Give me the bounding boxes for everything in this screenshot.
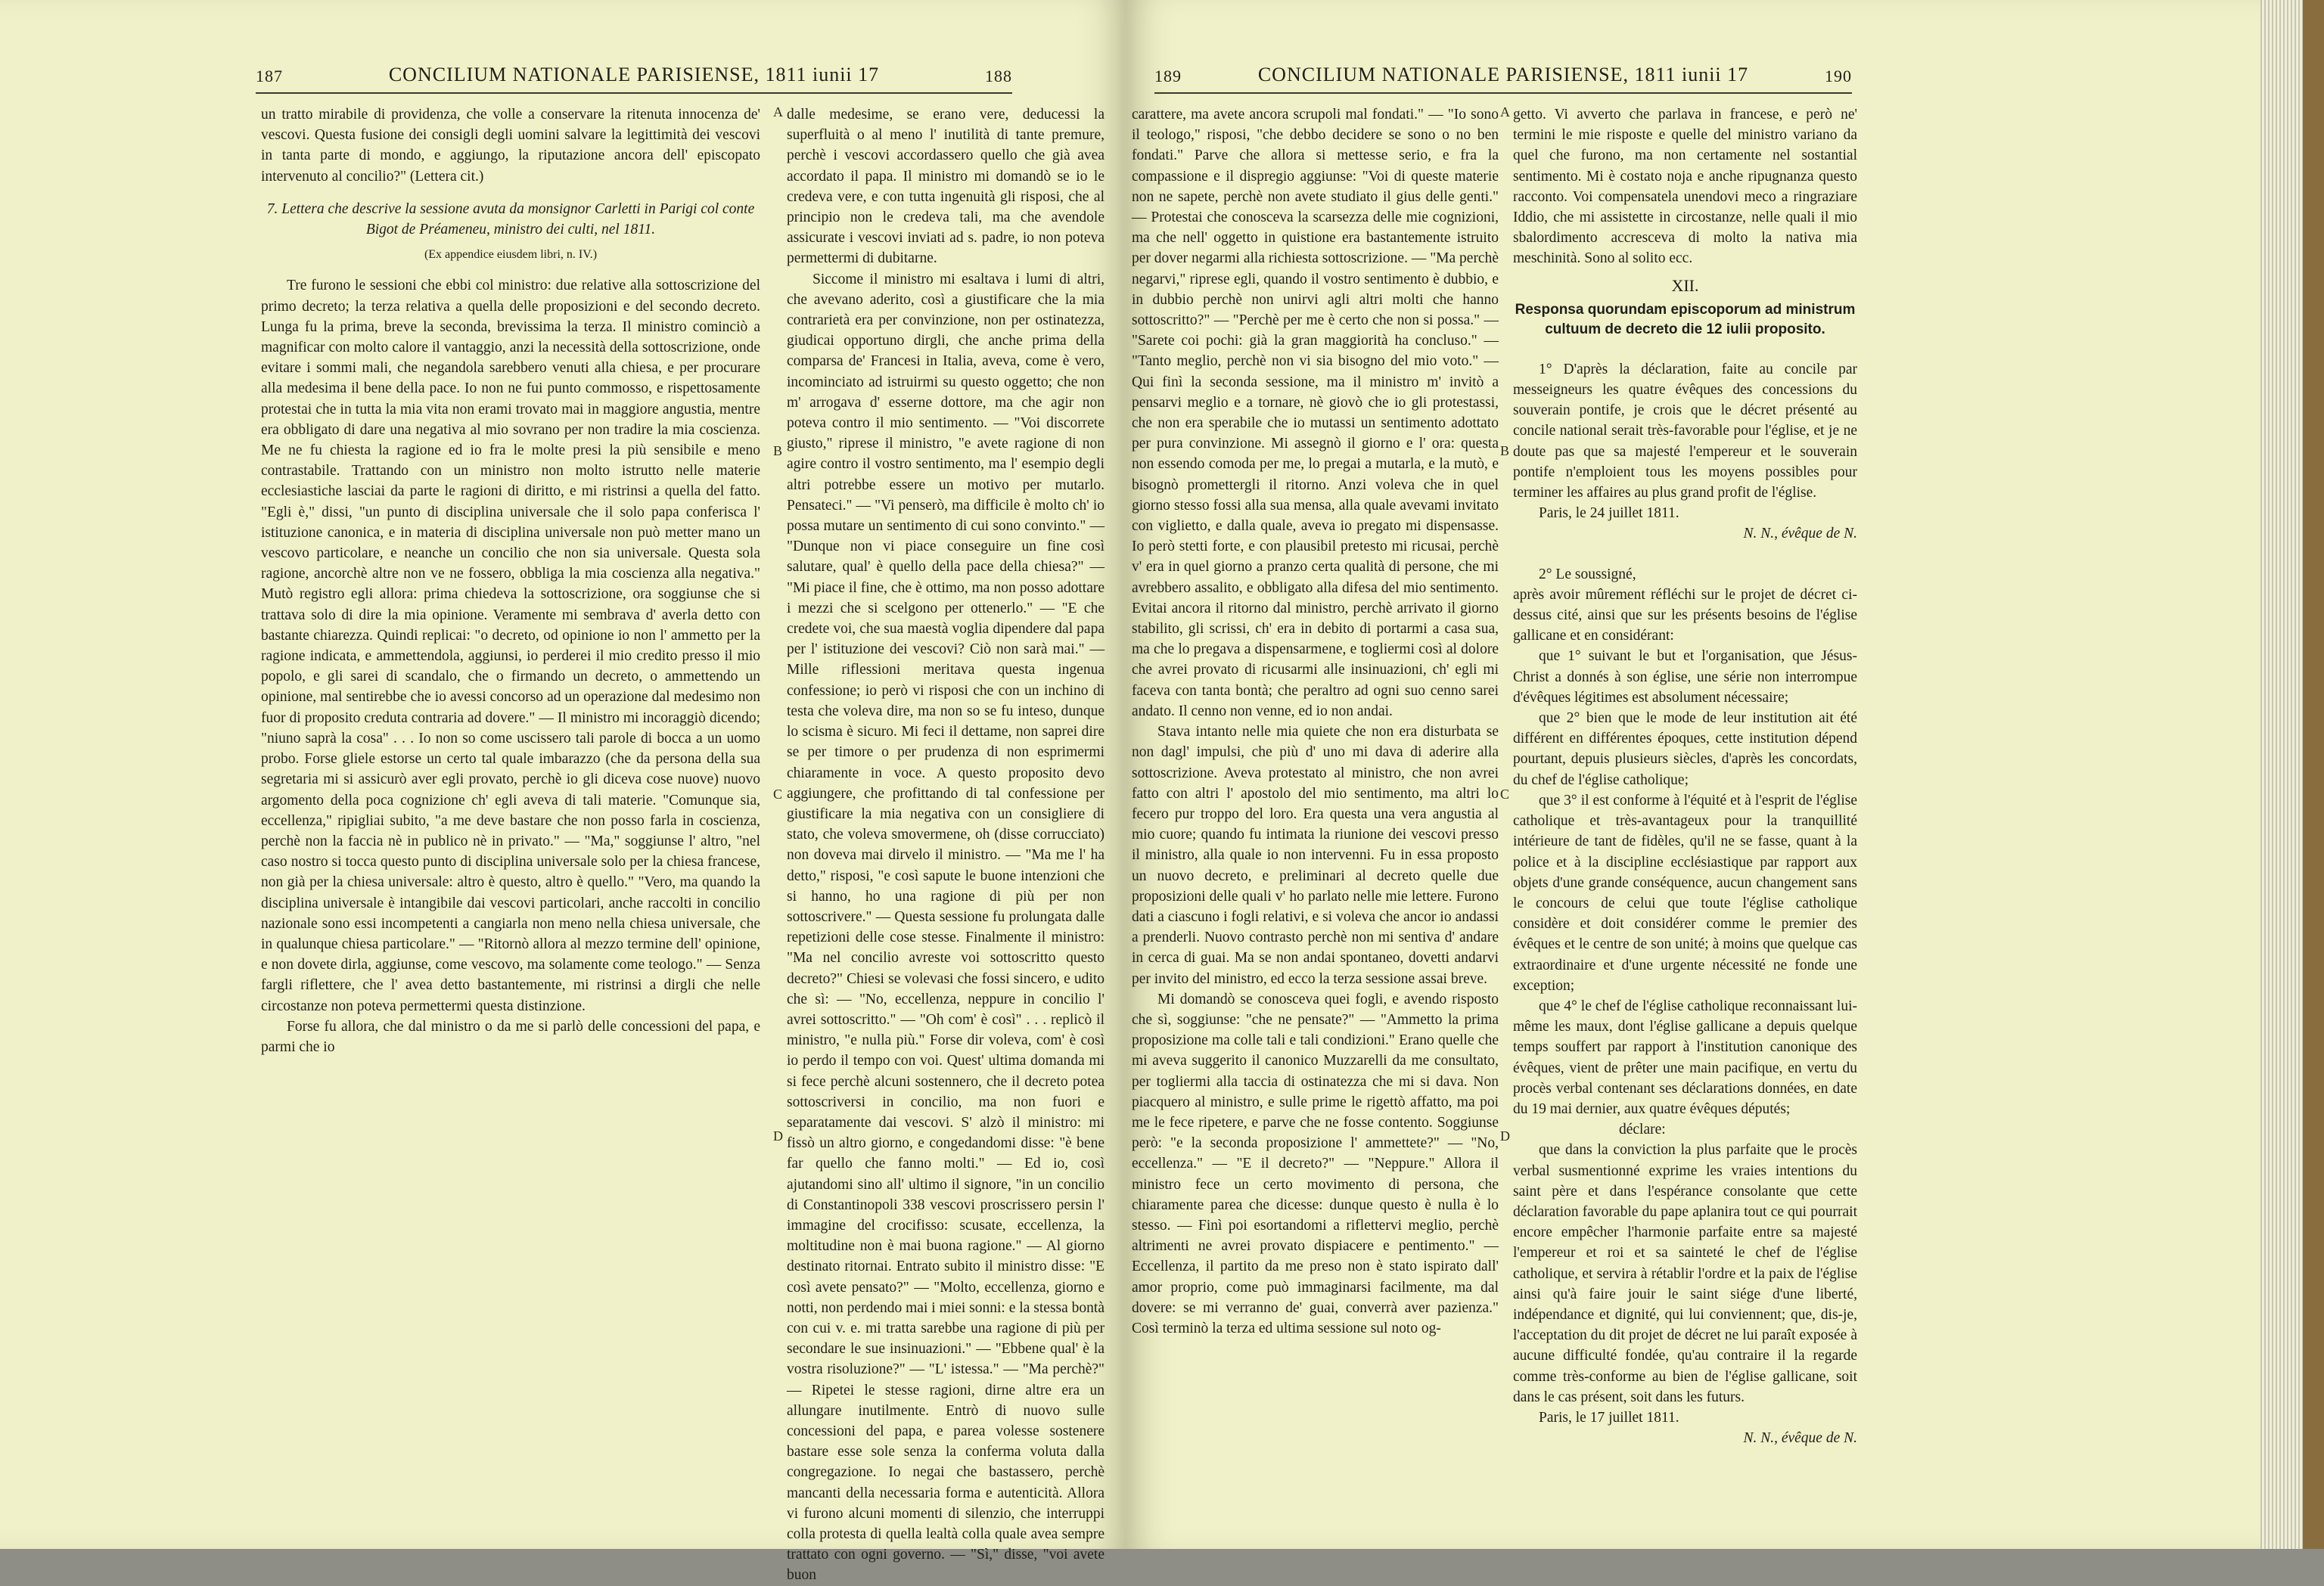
signature: N. N., évêque de N. — [1743, 1430, 1857, 1447]
response-paragraph: que 1° suivant le but et l'organisation, que Jésus-Christ a donnés à son église, une série non interrompue d'évêques légitimes est absolument nécessaire; — [1513, 648, 1857, 706]
date-line: Paris, le 17 juillet 1811. — [1539, 1409, 1679, 1426]
paragraph: getto. Vi avverto che parlava in francese, e però ne' termini le mie risposte e quelle del ministro variano da quel che furono, ma non certamente nel sostantial sentimento. Mi è costato noja e anche ripugnanza questo racconto. Voi compensatela unendovi meco a ringraziare Iddio, che mi assistette in circostanze, nelle quali il mio sbalordimento accresceva di molto la nativa mia meschinità. Sono al solito ecc. — [1513, 107, 1857, 267]
page-edges — [2260, 0, 2324, 1549]
header-rule — [1154, 92, 1852, 94]
margin-letter-c: C — [773, 787, 783, 802]
response-paragraph: que dans la conviction la plus parfaite que le procès verbal susmentionné exprime les vraies intentions du saint père et dans l'espérance consolante que cette déclaration favorable du pape aplanira tout ce qui pourrait encore empêcher l'harmonie parfaite entre sa majesté l'empereur et roi et sa sainteté le chef de l'église catholique, et servira à rétablir l'ordre et la paix de l'église ainsi qu'à faire jouir le saint siége d'une liberté, indépendance et dignité, qui lui conviennent; que, dis-je, l'acceptation du dit projet de décret ne lui paraît exposée à aucune difficulté fondée, qu'au contraire il la regarde comme très-conforme au bien de l'église gallicane, soit dans le cas présent, soit dans les futurs. — [1513, 1142, 1857, 1405]
response-paragraph: 1° D'après la déclaration, faite au concile par messeigneurs les quatre évêques des concessions du souverain pontife, je crois que le décret présenté au concile national serait très-favorable pour l'église, et je ne doute pas que sa majesté l'empereur et le souverain pontife n'emploient tous les moyens possibles pour terminer les affaires au plus grand profit de l'église. — [1513, 361, 1857, 501]
section-title: Responsa quorundam episcoporum ad ministrum cultuum de decreto die 12 iulii proposito. — [1515, 301, 1856, 337]
response-paragraph: 2° Le soussigné, — [1539, 566, 1636, 582]
paragraph: Tre furono le sessioni che ebbi col ministro: due relative alla sottoscrizione del primo decreto; la terza relativa a quella delle proposizioni e del secondo decreto. Lunga fu la prima, breve la seconda, brevissima la terza. Il ministro cominciò a magnificar con molto calore il vantaggio, anzi la necessità della sottoscrizione, onde evitare i sommi mali, che negandola sarebbero venuti alla chiesa, e per procurare alla medesima il bene della pace. Io non ne fui punto commosso, e rispettosamente protestai che in tutta la mia vita non erami trovato mai in maggiore angustia, mentre era obbligato di dare una negativa al mio sovrano per non tradire la mia coscienza. Me ne fu chiesta la ragione ed io fra le molte presi la più sensibile e meno contrastabile. Trattando con un ministro non molto istrutto nelle materie ecclesiastiche lasciai da parte le ragioni di diritto, e mi ristrinsi a quella del fatto. "Egli è," dissi, "un punto di disciplina universale che il solo papa conferisca l' istituzione canonica, e in materia di disciplina universale non può metter mano un vescovo particolare, e neanche un concilio che non sia universale. Questa sola ragione, ancorchè altre non ve ne fossero, obbliga la mia coscienza alla negativa." Mutò registro egli allora: prima chiedeva la sottoscrizione, ora soggiunse che si trattava solo di dire la mia opinione. Veramente mi sembrava d' averla detto con bastante chiarezza. Quindi replicai: "o decreto, od opinione io non l' ammetto per la ragione indicata, e ammettendola, aggiunsi, io perderei il mio credito presso il mio popolo, e gli sarei di scandalo, che o firmando un decreto, o ammettendo un opinione, mal sentirebbe che io avessi concorso ad un operazione dal medesimo non fuor di proposito creduta contraria ad dovere." — Il ministro mi incoraggiò dicendo; "niuno saprà la cosa" . . . Io non so come uscissero tali parole di bocca a un uomo probo. Forse gliele estorse un certo tal quale imbarazzo (che da persona della sua segretaria mi si assicurò aver egli provato, perchè io gli diceva cose nuove) nuovo argomento della poca cognizione ch' egli aveva di tali materie. "Comunque sia, eccellenza," ripigliai subito, "a me deve bastare che non posso farla in coscienza, perchè non la faccia nè in publico nè in privato." — "Ma," soggiunse l' altro, "nel caso nostro si tocca questo punto di disciplina universale solo per la chiesa francese, non già per la chiesa universale: altro è questo, altro è quello." "Vero, ma quando la disciplina universale è intangibile dai vescovi particolari, anche raccolti in concilio nazionale sono essi incompetenti a cangiarla non meno nella chiesa universale, che in qualunque chiesa particolare." — "Ritornò allora al mezzo termine dell' opinione, e non dovete dirla, aggiunse, come vescovo, ma solamente come teologo." — Senza fargli riflettere, che l' avea detto bastantemente, mi ristrinsi a dirgli che nelle circostanze non poteva permettermi questa distinzione. — [261, 278, 760, 1014]
paragraph: carattere, ma avete ancora scrupoli mal fondati." — "Io sono il teologo," risposi, "che debbo decidere se sono o no ben fondati." Parve che allora si mettesse serio, e fra la compassione e il dispregio aggiunse: "Voi di queste materie non ne sapete, perchè non avete studiato il gius delle genti." — Protestai che conosceva la scarsezza delle mie cognizioni, ma che nell' oggetto in quistione era bastantemente istruito per dover negarmi alla richiesta sottoscrizione. — "Ma perchè negarvi," riprese egli, quando il vostro sentimento è dubbio, e in dubbio perchè non unirvi agli altri molti che hanno sottoscritto?" — "Perchè per me è certo che non si possa." — "Sarete coi pochi: già la gran maggiorità ha concluso." — "Tanto meglio, perchè non vi sia bisogno del mio voto." — Qui finì la seconda sessione, ma il ministro m' invitò a pensarvi meglio e a tornare, nè giovò che io gli protestassi, che non era sperabile che io mutassi un sentimento adottato per pura convinzione. Mi assegnò il giorno e l' ora: questa non essendo comoda per me, lo pregai a mutarla, e la mutò, e bisognò promettergli il ritorno. Anzi voleva che in quel giorno stesso fossi alla sua mensa, alla quale avevami invitato con viglietto, e dalla quale, aveva io pregato mi dispensasse. Io però stetti forte, e con plausibil pretesto mi ricusai, perchè v' era in quel giorno a pranzo certa qualità di persone, che mi avrebbero assalito, e obbligato alla difesa del mio sentimento. Evitai ancora il ritorno dal ministro, perchè arrivato il giorno stabilito, gli scrissi, ch' era in debito di portarmi a casa sua, ma che lo pregava a dispensarmene, e togliermi così al dolore che avrei provato di ricusarmi alle insinuazioni, ch' egli mi faceva con tanta bontà; che peraltro ad ogni suo cenno sarei andato. Il cenno non venne, ed io non andai. — [1132, 107, 1499, 719]
paragraph: Forse fu allora, che dal ministro o da me si parlò delle concessioni del papa, e parmi che io — [261, 1018, 760, 1055]
left-page-column-1 — [261, 104, 760, 1057]
response-paragraph: que 2° bien que le mode de leur institution ait été différent en différentes époques, cette institution dépend pourtant, depuis plusieurs siècles, d'après les concordats, du chef de l'église catholique; — [1513, 710, 1857, 788]
section-number: XII. — [1671, 275, 1699, 295]
response-paragraph: que 3° il est conforme à l'équité et à l'esprit de l'église catholique et très-avantageux pour la tranquillité intérieure de tant de fidèles, qu'il ne se fasse, quant à la police et à la discipline ecclésiastique par rapport aux objets d'une grande conséquence, aucun changement sans le concours de celui que toute l'église catholique considère et doit considérer comme le premier des évêques et le centre de son unité; à moins que quelque cas extraordinaire et d'une urgente nécessité ne fonde une exception; — [1513, 792, 1857, 994]
page-number-188: 188 — [985, 67, 1012, 85]
right-page-column-2 — [1513, 104, 1857, 1448]
running-title: CONCILIUM NATIONALE PARISIENSE, 1811 iunii 17 — [388, 64, 880, 85]
paragraph: Siccome il ministro mi esaltava i lumi di altri, che avevano aderito, così a giustificare che la mia contrarietà era per convinzione, non per ostinatezza, giudicai opportuno dirgli, che anche prima della comparsa de' Francesi in Italia, aveva, come è vero, incominciato ad istruirmi su questo oggetto; che non m' arrogava d' esserne dottore, ma che agir non poteva contro il mio sentimento. — "Voi discorrete giusto," riprese il ministro, "e avete ragione di non agire contro il vostro sentimento, ma l' esempio degli altri potrebbe essere un motivo per mutarlo. Pensateci." — "Vi penserò, ma difficile è molto ch' io possa mutare un sentimento di cui sono convinto." — "Dunque non vi piace conseguire un fine così salutare, qual' è quello della pace della chiesa?" — "Mi piace il fine, che è ottimo, ma non posso adottare i mezzi che si scelgono per ottenerlo." — "E che credete voi, che sua maestà voglia dipendere dal papa per l' istituzione dei vescovi? Ciò non sarà mai." — Mille riflessioni meritava questa ingenua confessione; io però vi risposi che con un inchino di testa che voleva dire, ma non so se fu inteso, dunque lo scisma è sicuro. Mi feci il dettame, non saprei dire se per timore o per prudenza di non esprimermi chiaramente in voce. A questo proposito devo aggiungere, che profittando di tal confessione per giustificare la mia negativa con un consigliere di stato, che voleva smovermene, oh (disse corrucciato) non doveva mai dirvelo il ministro. — "Ma me l' ha detto," risposi, "e così sapute le buone intenzioni che si hanno, ho una ragione di più per non sottoscrivere." — Questa sessione fu prolungata dalle repetizioni delle cose stesse. Finalmente il ministro: "Ma nel concilio avreste voi sottoscritto questo decreto?" Chiesi se volevasi che fossi sincero, e udito che sì: — "No, eccellenza, neppure in concilio l' avrei sottoscritto." — "Oh com' è così" . . . replicò il ministro, "e nulla più." Forse dir voleva, com' è così io perdo il tempo con voi. Quest' ultima domanda mi si fece perchè alcuni sostennero, che il decreto potea sottoscriversi in concilio, ma non fuori e separatamente dai vescovi. S' alzò il ministro: mi fissò un altro giorno, e congedandomi disse: "è bene far quello che fanno molti." — Ed io, così ajutandomi sino all' ultimo il signore, "in un concilio di Constantinopoli 338 vescovi proscrissero persin l' immagine del crocifisso: scusate, eccellenza, la moltitudine non è mai buona ragione." — Al giorno destinato ritornai. Entrato subito il ministro disse: "E così avete pensato?" — "Molto, eccellenza, giorno e notti, non perdendo mai i miei sonni: e la stessa bontà con cui v. e. mi tratta sarebbe una ragione di più per secondare le sue insinuazioni." — "Ebbene qual' è la vostra risoluzione?" — "L' istessa." — "Ma perchè?" — Ripetei le stesse ragioni, dirne altre era un allungare inutilmente. Entrò di nuovo sulle concessioni del papa, e parea volesse sostenere bastare esse sole senza la conferma voluta dalla congregazione. Io negai che bastassero, perchè mancanti della necessaria forma e autenticità. Allora vi furono alcuni momenti di silenzio, che interruppi colla protesta di quella lealtà colla quale avea sempre trattato con ogni governo. — "Sì," disse, "voi avete buon — [787, 271, 1105, 1584]
date-line: Paris, le 24 juillet 1811. — [1539, 505, 1679, 522]
margin-letter-c: C — [1500, 787, 1510, 802]
left-page-header — [256, 59, 1012, 92]
left-page — [0, 0, 1126, 1584]
signature: N. N., évêque de N. — [1743, 526, 1857, 542]
right-page-header — [1154, 59, 1852, 92]
paragraph: un tratto mirabile di providenza, che volle a conservare la ritenuta innocenza de' vescovi. Questa fusione dei consigli degli uomini salvare la legittimità dei vescovi in tanta parte di mondo, e aggiungo, la riputazione ancora dell' episcopato intervenuto al concilio?" (Lettera cit.) — [261, 107, 760, 185]
left-page-column-2 — [787, 104, 1105, 1586]
header-rule — [256, 92, 1012, 94]
right-page-column-1 — [1132, 104, 1499, 1339]
section-title: 7. Lettera che descrive la sessione avuta da monsignor Carletti in Parigi col conte Bigot de Préameneu, ministro dei culti, nel 1811. — [266, 200, 755, 238]
margin-letter-d: D — [1500, 1128, 1510, 1144]
response-paragraph: après avoir mûrement réfléchi sur le projet de décret ci-dessus cité, ainsi que sur les présents besoins de l'église gallicane et en considérant: — [1513, 586, 1857, 644]
response-paragraph: déclare: — [1619, 1122, 1666, 1138]
section-note: (Ex appendice eiusdem libri, n. IV.) — [424, 248, 598, 262]
paragraph: dalle medesime, se erano vere, deducessi la superfluità o al meno l' inutilità di tante premure, perchè i vescovi accordassero quello che già avea accordato il papa. Il ministro mi domandò se io le credeva vere, e con tutta ingenuità gli risposi, che al principio non le credeva tali, ma che avendole assicurate i vescovi inviati ad s. padre, io non poteva permettermi di dubitarne. — [787, 107, 1105, 267]
margin-letter-b: B — [773, 443, 783, 458]
response-paragraph: que 4° le chef de l'église catholique reconnaissant lui-même les maux, dont l'église gallicane a depuis quelque temps souffert par rapport à l'institution canonique des évêques, vient de prêter une main pacifique, en vertu du procès verbal contenant ses déclarations données, en date du 19 mai dernier, aux quatre évêques députés; — [1513, 998, 1857, 1117]
page-number-187: 187 — [256, 67, 283, 85]
page-number-189: 189 — [1154, 67, 1182, 85]
margin-letter-b: B — [1500, 443, 1510, 458]
running-title: CONCILIUM NATIONALE PARISIENSE, 1811 iunii 17 — [1257, 64, 1749, 85]
book-cover — [2303, 0, 2324, 1549]
page-number-190: 190 — [1825, 67, 1852, 85]
margin-letter-a: A — [773, 104, 783, 119]
margin-letter-d: D — [773, 1128, 783, 1144]
paragraph: Mi domandò se conosceva quei fogli, e avendo risposto che sì, soggiunse: "che ne pensate?" — "Ammetto la prima proposizione ma colle tali e tali condizioni." Erano quelle che mi aveva suggerito il canonico Muzzarelli da me consultato, per togliermi alla taccia di ostinatezza che mi si dava. Non piacquero al ministro, e sulle prime le rigettò affatto, ma poi me le fece ripetere, e parve che ne fosse contento. Soggiunse però: "e la seconda proposizione l' ammettete?" — "No, eccellenza." — "E il decreto?" — "Neppure." Allora il ministro fece un certo movimento di persona, che chiaramente parea che dicesse: dunque questo è nulla è lo stesso. — Finì poi esortandomi a riflettervi meglio, perchè altrimenti ne avrei provato dispiacere e pentimento." — Eccellenza, il partito da me preso non è stato ispirato dall' amor proprio, come può immaginarsi facilmente, ma dal dovere: se mi verranno de' guai, converrà aver pazienza." Così terminò la terza ed ultima sessione sul noto og- — [1132, 991, 1499, 1336]
margin-letter-a: A — [1500, 104, 1510, 119]
paragraph: Stava intanto nelle mia quiete che non era disturbata se non dagl' impulsi, che più d' uno mi dava di aderire alla sottoscrizione. Aveva protestato al ministro, che non avrei fatto con altri l' apostolo del mio sentimento, ma altri lo fecero pur troppo del loro. Era questa una vera angustia al mio cuore; quando fu intimata la riunione dei vescovi presso il ministro, alla quale io non intervenni. Fu in essa proposto un nuovo decreto, e preliminari al decreto quelle due proposizioni delle quali v' ho parlato nelle mie lettere. Furono dati a ciascuno i fogli relativi, e si voleva che ancor io andassi a prenderli. Nuovo contrasto perchè non mi sentiva d' andare in cerca di guai. Ma se non andai spontaneo, dovetti andarvi per invito del ministro, ed ecco la terza sessione assai breve. — [1132, 724, 1499, 987]
